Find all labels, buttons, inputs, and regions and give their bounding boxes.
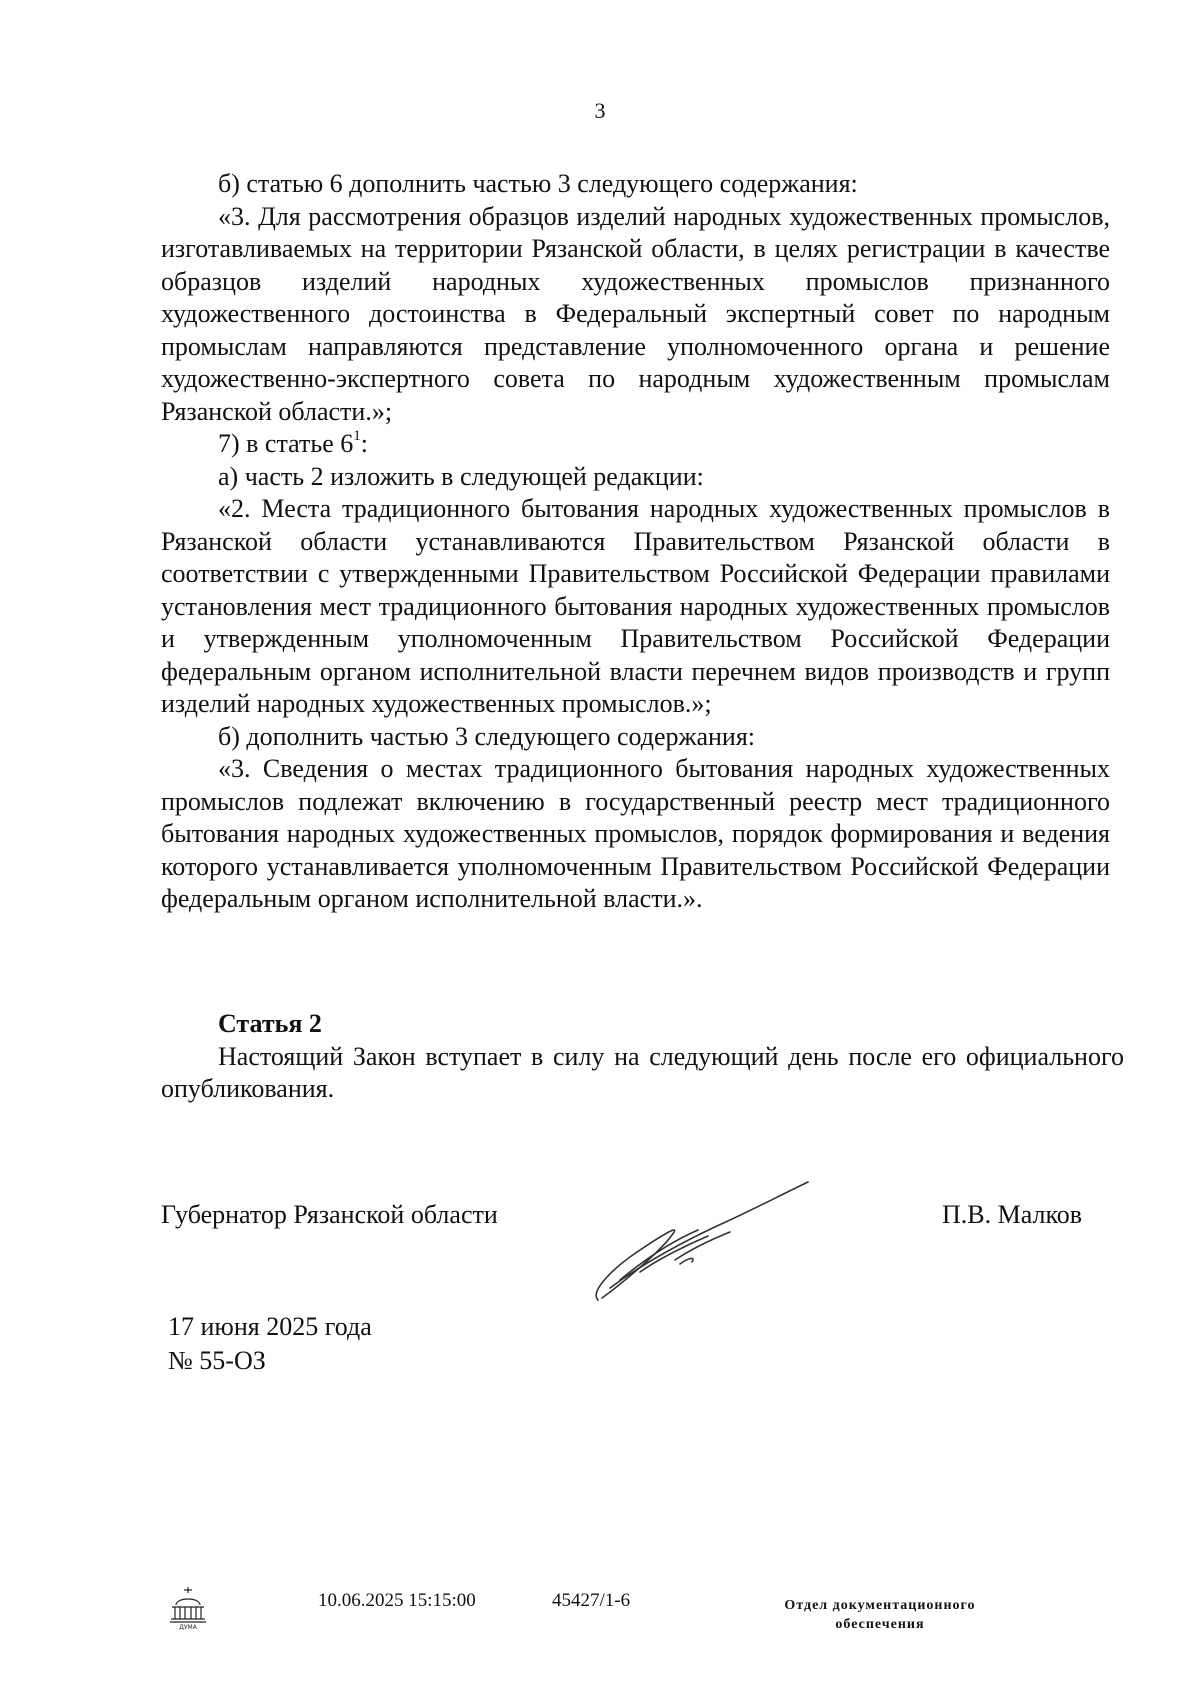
footer-reg-number: 45427/1-6 bbox=[552, 1590, 631, 1611]
signing-date-block bbox=[168, 1310, 372, 1378]
paragraph-7 bbox=[161, 428, 1110, 461]
article-text: Настоящий Закон вступает в силу на следующий день после его официального опубликования. bbox=[161, 1041, 1124, 1103]
paragraph-7-superscript: 1 bbox=[353, 428, 361, 445]
article-2 bbox=[161, 1008, 1124, 1106]
signer-position: Губернатор Рязанской области bbox=[161, 1200, 498, 1229]
paragraph-7a: а) часть 2 изложить в следующей редакции: bbox=[218, 461, 704, 491]
signer-name: П.В. Малков bbox=[942, 1200, 1083, 1229]
paragraph-7b: б) дополнить частью 3 следующего содержания: bbox=[218, 721, 756, 751]
duma-logo-icon bbox=[168, 1585, 208, 1631]
amendments-text bbox=[161, 168, 1110, 916]
page-number: 3 bbox=[594, 98, 606, 123]
handwritten-signature bbox=[580, 1160, 820, 1310]
paragraph-7b-content: «3. Сведения о местах традиционного бытования народных художественных промыслов подлежат включению в государственный реестр мест традиционного бытования народных художественных промыслов, порядок формирования и ведения которого устанавливается уполномоченным Правительством Российской Федерации федеральным органом исполнительной власти.». bbox=[161, 754, 1110, 913]
footer-department-line2: обеспечения bbox=[835, 1617, 925, 1632]
duma-logo-text: ДУМА bbox=[179, 1624, 197, 1631]
footer-department-line1: Отдел документационного bbox=[784, 1598, 976, 1613]
footer-timestamp: 10.06.2025 15:15:00 bbox=[318, 1590, 476, 1611]
signing-date: 17 июня 2025 года bbox=[168, 1312, 372, 1341]
paragraph-6b: б) статью 6 дополнить частью 3 следующего содержания: bbox=[218, 169, 858, 198]
paragraph-7-suffix: : bbox=[360, 429, 369, 458]
footer-department bbox=[720, 1596, 1040, 1634]
paragraph-6b-content: «3. Для рассмотрения образцов изделий народных художественных промыслов, изготавливаемых на территории Рязанской области, в целях регистрации в качестве образцов изделий народных художественных промыслов признанного художественного достоинства в Федеральный экспертный совет по народным промыслам направляются представление уполномоченного органа и решение художественно-экспертного совета по народным художественным промыслам Рязанской области.»; bbox=[161, 201, 1110, 426]
law-number: № 55-ОЗ bbox=[168, 1346, 266, 1375]
paragraph-7-text: 7) в статье 6 bbox=[218, 429, 354, 458]
article-title: Статья 2 bbox=[218, 1009, 322, 1038]
paragraph-7a-content: «2. Места традиционного бытования народных художественных промыслов в Рязанской области устанавливаются Правительством Рязанской области в соответствии с утвержденными Правительством Российской Федерации правилами установления мест традиционного бытования народных художественных промыслов и утвержденным уполномоченным Правительством Российской Федерации федеральным органом исполнительной власти перечнем видов производств и групп изделий народных художественных промыслов.»; bbox=[161, 494, 1110, 718]
